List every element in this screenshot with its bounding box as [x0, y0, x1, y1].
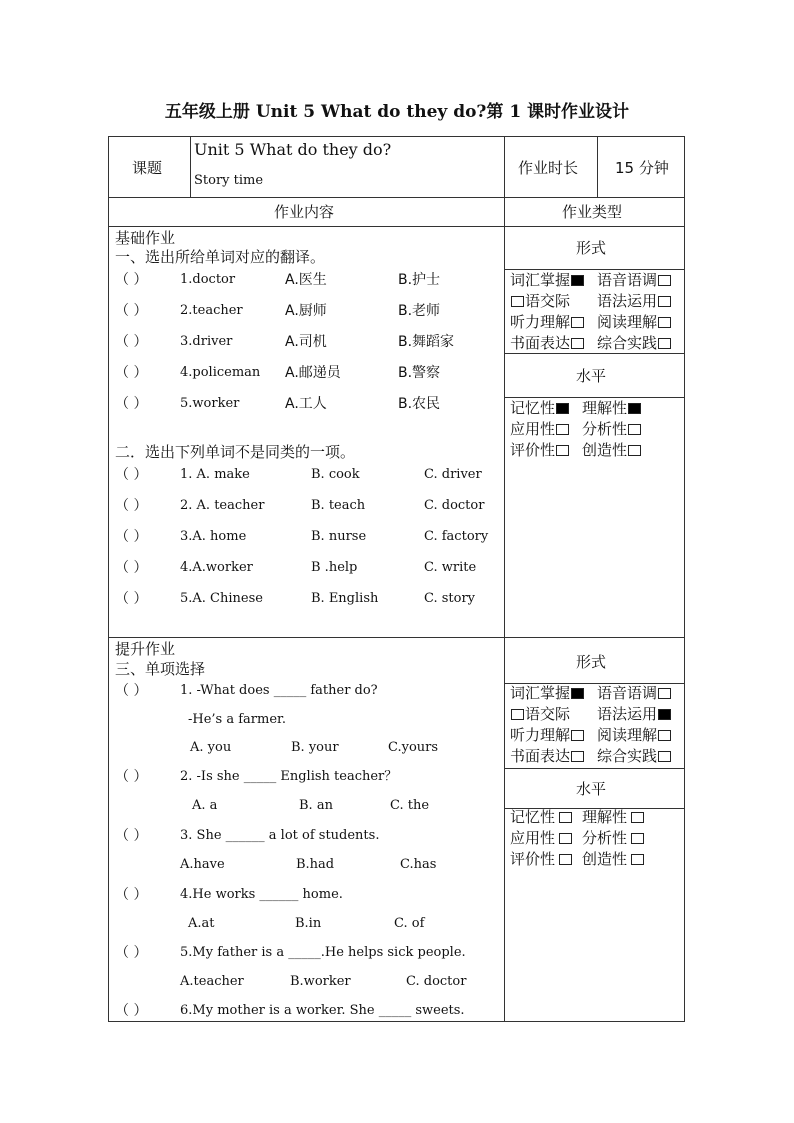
question-text: 2. -Is she _____ English teacher？ [180, 769, 398, 784]
basic-heading: 基础作业 [115, 229, 176, 247]
question-word: 2.teacher [180, 303, 243, 318]
checkbox-empty-icon[interactable] [511, 709, 524, 720]
checkbox-item [510, 400, 570, 417]
option-a: 1. A. make [180, 467, 250, 482]
answer-blank: （ ） [115, 828, 148, 844]
table-row-divider [108, 197, 685, 198]
checkbox-label: 语交际 [525, 705, 571, 723]
option-a: 2. A. teacher [180, 498, 265, 513]
option-b: B.舞蹈家 [398, 334, 455, 350]
page-title: 五年级上册 Unit 5 What do they do?第 1 课时作业设计 [164, 102, 630, 122]
option-c: C. factory [424, 529, 489, 544]
checkbox-empty-icon[interactable] [658, 730, 671, 741]
level-divider [504, 768, 685, 769]
option-a: A.at [188, 916, 215, 931]
option-c: C. of [394, 916, 425, 931]
checkbox-item [510, 851, 573, 868]
question-text: 5.My father is a _____.He helps sick people. [180, 945, 466, 960]
checkbox-label: 听力理解 [510, 726, 571, 744]
checkbox-label: 理解性 [582, 808, 628, 826]
checkbox-label: 书面表达 [510, 747, 571, 765]
checkbox-label: 分析性 [582, 420, 628, 438]
option-a: A.have [180, 857, 225, 872]
option-b: B.老师 [398, 303, 441, 319]
option-c: C.has [400, 857, 437, 872]
option-b: B. cook [311, 467, 360, 482]
answer-blank: （ ） [115, 945, 148, 961]
checkbox-checked-icon[interactable] [556, 403, 569, 414]
answer-blank: （ ） [115, 887, 148, 903]
answer-blank: （ ） [115, 769, 148, 785]
option-c: C. write [424, 560, 477, 575]
checkbox-checked-icon[interactable] [658, 709, 671, 720]
option-b: B.had [296, 857, 335, 872]
option-a: 3.A. home [180, 529, 247, 544]
checkbox-empty-icon[interactable] [556, 445, 569, 456]
checkbox-item [597, 272, 672, 289]
option-b: B.农民 [398, 396, 441, 412]
checkbox-empty-icon[interactable] [658, 275, 671, 286]
checkbox-label: 综合实践 [597, 334, 658, 352]
checkbox-checked-icon[interactable] [571, 688, 584, 699]
option-b: B. English [311, 591, 379, 606]
answer-blank: （ ） [115, 334, 148, 350]
checkbox-empty-icon[interactable] [559, 833, 572, 844]
checkbox-empty-icon[interactable] [556, 424, 569, 435]
question-word: 4.policeman [180, 365, 261, 380]
checkbox-empty-icon[interactable] [658, 317, 671, 328]
answer-blank: （ ） [115, 272, 148, 288]
answer-blank: （ ） [115, 303, 148, 319]
option-b: B.in [295, 916, 322, 931]
duration-value: 15 分钟 [615, 159, 669, 177]
option-c: C. doctor [424, 498, 485, 513]
checkbox-empty-icon[interactable] [511, 296, 524, 307]
checkbox-empty-icon[interactable] [658, 338, 671, 349]
option-a: A. you [190, 740, 232, 755]
unit-title: Unit 5 What do they do? [194, 140, 392, 159]
part3-title: 三、单项选择 [115, 660, 206, 678]
option-a: A. a [192, 798, 218, 813]
checkbox-empty-icon[interactable] [559, 812, 572, 823]
type-label: 作业类型 [562, 203, 623, 221]
checkbox-item [597, 748, 672, 765]
checkbox-item [582, 400, 642, 417]
checkbox-label: 应用性 [510, 420, 556, 438]
checkbox-empty-icon[interactable] [658, 688, 671, 699]
sub-title: Story time [194, 173, 264, 188]
checkbox-item [597, 706, 672, 723]
column-divider [190, 136, 191, 198]
checkbox-label: 阅读理解 [597, 313, 658, 331]
option-a: A.邮递员 [285, 365, 341, 381]
checkbox-label: 听力理解 [510, 313, 571, 331]
option-b: B. your [291, 740, 339, 755]
option-b: B. an [299, 798, 333, 813]
checkbox-item [597, 685, 672, 702]
advanced-form-label: 形式 [576, 653, 607, 671]
checkbox-item [510, 314, 585, 331]
advanced-heading: 提升作业 [115, 640, 176, 658]
topic-label: 课题 [132, 159, 163, 177]
checkbox-checked-icon[interactable] [571, 275, 584, 286]
checkbox-label: 评价性 [510, 441, 556, 459]
checkbox-item [582, 421, 642, 438]
checkbox-item [510, 272, 585, 289]
checkbox-empty-icon[interactable] [658, 751, 671, 762]
checkbox-checked-icon[interactable] [628, 403, 641, 414]
part2-title: 二．选出下列单词不是同类的一项。 [115, 443, 356, 461]
checkbox-empty-icon[interactable] [571, 751, 584, 762]
checkbox-item [582, 442, 642, 459]
checkbox-label: 记忆性 [510, 399, 556, 417]
option-a: A.工人 [285, 396, 327, 412]
checkbox-empty-icon[interactable] [628, 445, 641, 456]
checkbox-label: 语交际 [525, 292, 571, 310]
checkbox-empty-icon[interactable] [571, 730, 584, 741]
checkbox-empty-icon[interactable] [631, 833, 644, 844]
answer-blank: （ ） [115, 365, 148, 381]
option-b: B. teach [311, 498, 366, 513]
option-a: A.司机 [285, 334, 327, 350]
checkbox-label: 创造性 [582, 850, 628, 868]
duration-label: 作业时长 [518, 159, 579, 177]
checkbox-empty-icon[interactable] [571, 338, 584, 349]
option-a: 4.A.worker [180, 560, 253, 575]
checkbox-item [510, 748, 585, 765]
checkbox-empty-icon[interactable] [631, 812, 644, 823]
question-text: 6.My mother is a worker. She _____ sweets. [180, 1003, 465, 1018]
option-c: C. the [390, 798, 430, 813]
checkbox-label: 分析性 [582, 829, 628, 847]
checkbox-item [510, 809, 573, 826]
checkbox-empty-icon[interactable] [658, 296, 671, 307]
option-b: B.警察 [398, 365, 441, 381]
level-divider [504, 353, 685, 354]
checkbox-label: 词汇掌握 [510, 271, 571, 289]
checkbox-item [510, 830, 573, 847]
answer-blank: （ ） [115, 683, 148, 699]
option-a: 5.A. Chinese [180, 591, 263, 606]
table-row-divider [108, 637, 685, 638]
answer-blank: （ ） [115, 529, 148, 545]
checkbox-label: 语音语调 [597, 684, 658, 702]
checkbox-label: 语音语调 [597, 271, 658, 289]
answer-blank: （ ） [115, 467, 148, 483]
level-divider [504, 397, 685, 398]
option-c: C. story [424, 591, 476, 606]
table-border-right [684, 136, 685, 1022]
checkbox-item [510, 727, 585, 744]
checkbox-label: 综合实践 [597, 747, 658, 765]
checkbox-item [597, 727, 672, 744]
option-b: B.护士 [398, 272, 441, 288]
question-word: 1.doctor [180, 272, 236, 287]
option-a: A.医生 [285, 272, 327, 288]
basic-level-label: 水平 [576, 367, 607, 385]
checkbox-label: 语法运用 [597, 705, 658, 723]
checkbox-label: 语法运用 [597, 292, 658, 310]
answer-blank: （ ） [115, 1003, 148, 1019]
homework-table [108, 136, 685, 1022]
checkbox-label: 词汇掌握 [510, 684, 571, 702]
checkbox-item [510, 293, 570, 310]
option-b: B. nurse [311, 529, 367, 544]
checkbox-label: 评价性 [510, 850, 556, 868]
checkbox-label: 理解性 [582, 399, 628, 417]
checkbox-empty-icon[interactable] [628, 424, 641, 435]
checkbox-item [510, 685, 585, 702]
checkbox-item [597, 335, 672, 352]
checkbox-label: 阅读理解 [597, 726, 658, 744]
checkbox-item [582, 809, 645, 826]
checkbox-item [510, 335, 585, 352]
option-c: C. driver [424, 467, 482, 482]
checkbox-label: 书面表达 [510, 334, 571, 352]
question-text: 3. She ______ a lot of students. [180, 828, 380, 843]
table-border-left [108, 136, 109, 1022]
basic-form-label: 形式 [576, 239, 607, 257]
checkbox-item [510, 421, 570, 438]
checkbox-label: 记忆性 [510, 808, 556, 826]
checkbox-item [582, 830, 645, 847]
answer-blank: （ ） [115, 396, 148, 412]
question-text: 1. -What does _____ father do? [180, 683, 378, 698]
advanced-level-label: 水平 [576, 780, 607, 798]
checkbox-empty-icon[interactable] [571, 317, 584, 328]
checkbox-label: 应用性 [510, 829, 556, 847]
option-b: B.worker [290, 974, 351, 989]
table-row-divider [108, 226, 685, 227]
answer-blank: （ ） [115, 498, 148, 514]
checkbox-item [582, 851, 645, 868]
option-c: C. doctor [406, 974, 467, 989]
column-divider [504, 136, 505, 1022]
form-divider [504, 269, 685, 270]
column-divider [597, 136, 598, 198]
answer-blank: （ ） [115, 560, 148, 576]
question-word: 5.worker [180, 396, 240, 411]
question-text: 4.He works ______ home. [180, 887, 343, 902]
table-border-top [108, 136, 685, 137]
checkbox-label: 创造性 [582, 441, 628, 459]
question-word: 3.driver [180, 334, 233, 349]
content-label: 作业内容 [274, 203, 335, 221]
option-c: C.yours [388, 740, 439, 755]
question-reply: -He’s a farmer. [188, 712, 286, 727]
answer-blank: （ ） [115, 591, 148, 607]
table-border-bottom [108, 1021, 685, 1022]
checkbox-empty-icon[interactable] [631, 854, 644, 865]
checkbox-item [597, 293, 672, 310]
option-a: A.teacher [180, 974, 244, 989]
option-b: B .help [311, 560, 358, 575]
checkbox-item [510, 442, 570, 459]
part1-title: 一、选出所给单词对应的翻译。 [115, 248, 326, 266]
checkbox-item [597, 314, 672, 331]
option-a: A.厨师 [285, 303, 327, 319]
checkbox-item [510, 706, 570, 723]
checkbox-empty-icon[interactable] [559, 854, 572, 865]
